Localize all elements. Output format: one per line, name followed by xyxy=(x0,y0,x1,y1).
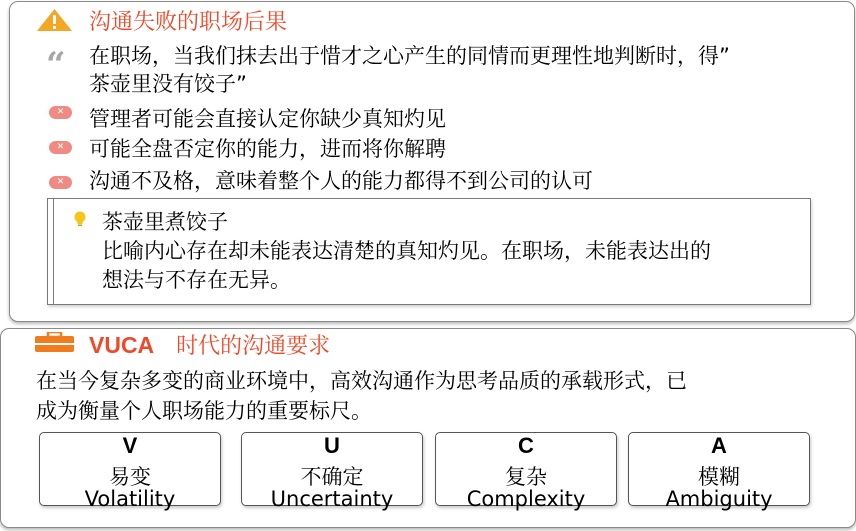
card-en: Volatility xyxy=(84,487,176,511)
card-cn: 复杂 xyxy=(505,465,547,489)
note-title: 茶壶里煮饺子 xyxy=(102,210,228,234)
card-cn: 模糊 xyxy=(698,465,740,489)
vuca-desc-line-2: 成为衡量个人职场能力的重要标尺。 xyxy=(36,399,372,423)
quote-line-1: 在职场，当我们抹去出于惜才之心产生的同情而更理性地判断时，得” xyxy=(89,44,730,68)
note-accent-bar xyxy=(47,198,54,305)
warning-icon xyxy=(36,8,73,32)
note-line-2: 想法与不存在无异。 xyxy=(102,268,291,292)
x-icon: ✕ xyxy=(49,106,72,119)
card-letter: V xyxy=(122,433,138,458)
card-letter: C xyxy=(518,433,534,458)
vuca-title xyxy=(89,332,330,360)
vuca-card-u xyxy=(241,432,423,511)
card-en: Complexity xyxy=(466,487,586,511)
card-letter: U xyxy=(324,433,340,458)
quote-icon: “ xyxy=(46,45,66,85)
consequences-title: 沟通失败的职场后果 xyxy=(89,10,288,35)
vuca-title-rest: 时代的沟通要求 xyxy=(176,334,331,359)
vuca-card-c xyxy=(435,432,617,511)
vuca-desc-line-1: 在当今复杂多变的商业环境中，高效沟通作为思考品质的承载形式，已 xyxy=(36,369,687,393)
vuca-card-a xyxy=(628,432,810,511)
bullet-item: 可能全盘否定你的能力，进而将你解聘 xyxy=(89,137,446,161)
lightbulb-icon xyxy=(72,211,88,227)
briefcase-icon xyxy=(35,332,74,352)
x-icon: ✕ xyxy=(49,141,72,154)
vuca-title-latin: VUCA xyxy=(89,332,155,358)
card-cn: 不确定 xyxy=(300,465,364,489)
note-line-1: 比喻内心存在却未能表达清楚的真知灼见。在职场，未能表达出的 xyxy=(102,239,711,263)
quote-line-2: 茶壶里没有饺子” xyxy=(89,72,247,96)
bullet-item: 沟通不及格，意味着整个人的能力都得不到公司的认可 xyxy=(89,169,593,193)
bullet-item: 管理者可能会直接认定你缺少真知灼见 xyxy=(89,107,446,131)
card-en: Ambiguity xyxy=(665,487,773,511)
card-letter: A xyxy=(711,433,727,458)
x-icon: ✕ xyxy=(49,176,72,189)
card-en: Uncertainty xyxy=(270,487,394,511)
card-cn: 易变 xyxy=(109,465,151,489)
vuca-card-v xyxy=(39,432,221,511)
